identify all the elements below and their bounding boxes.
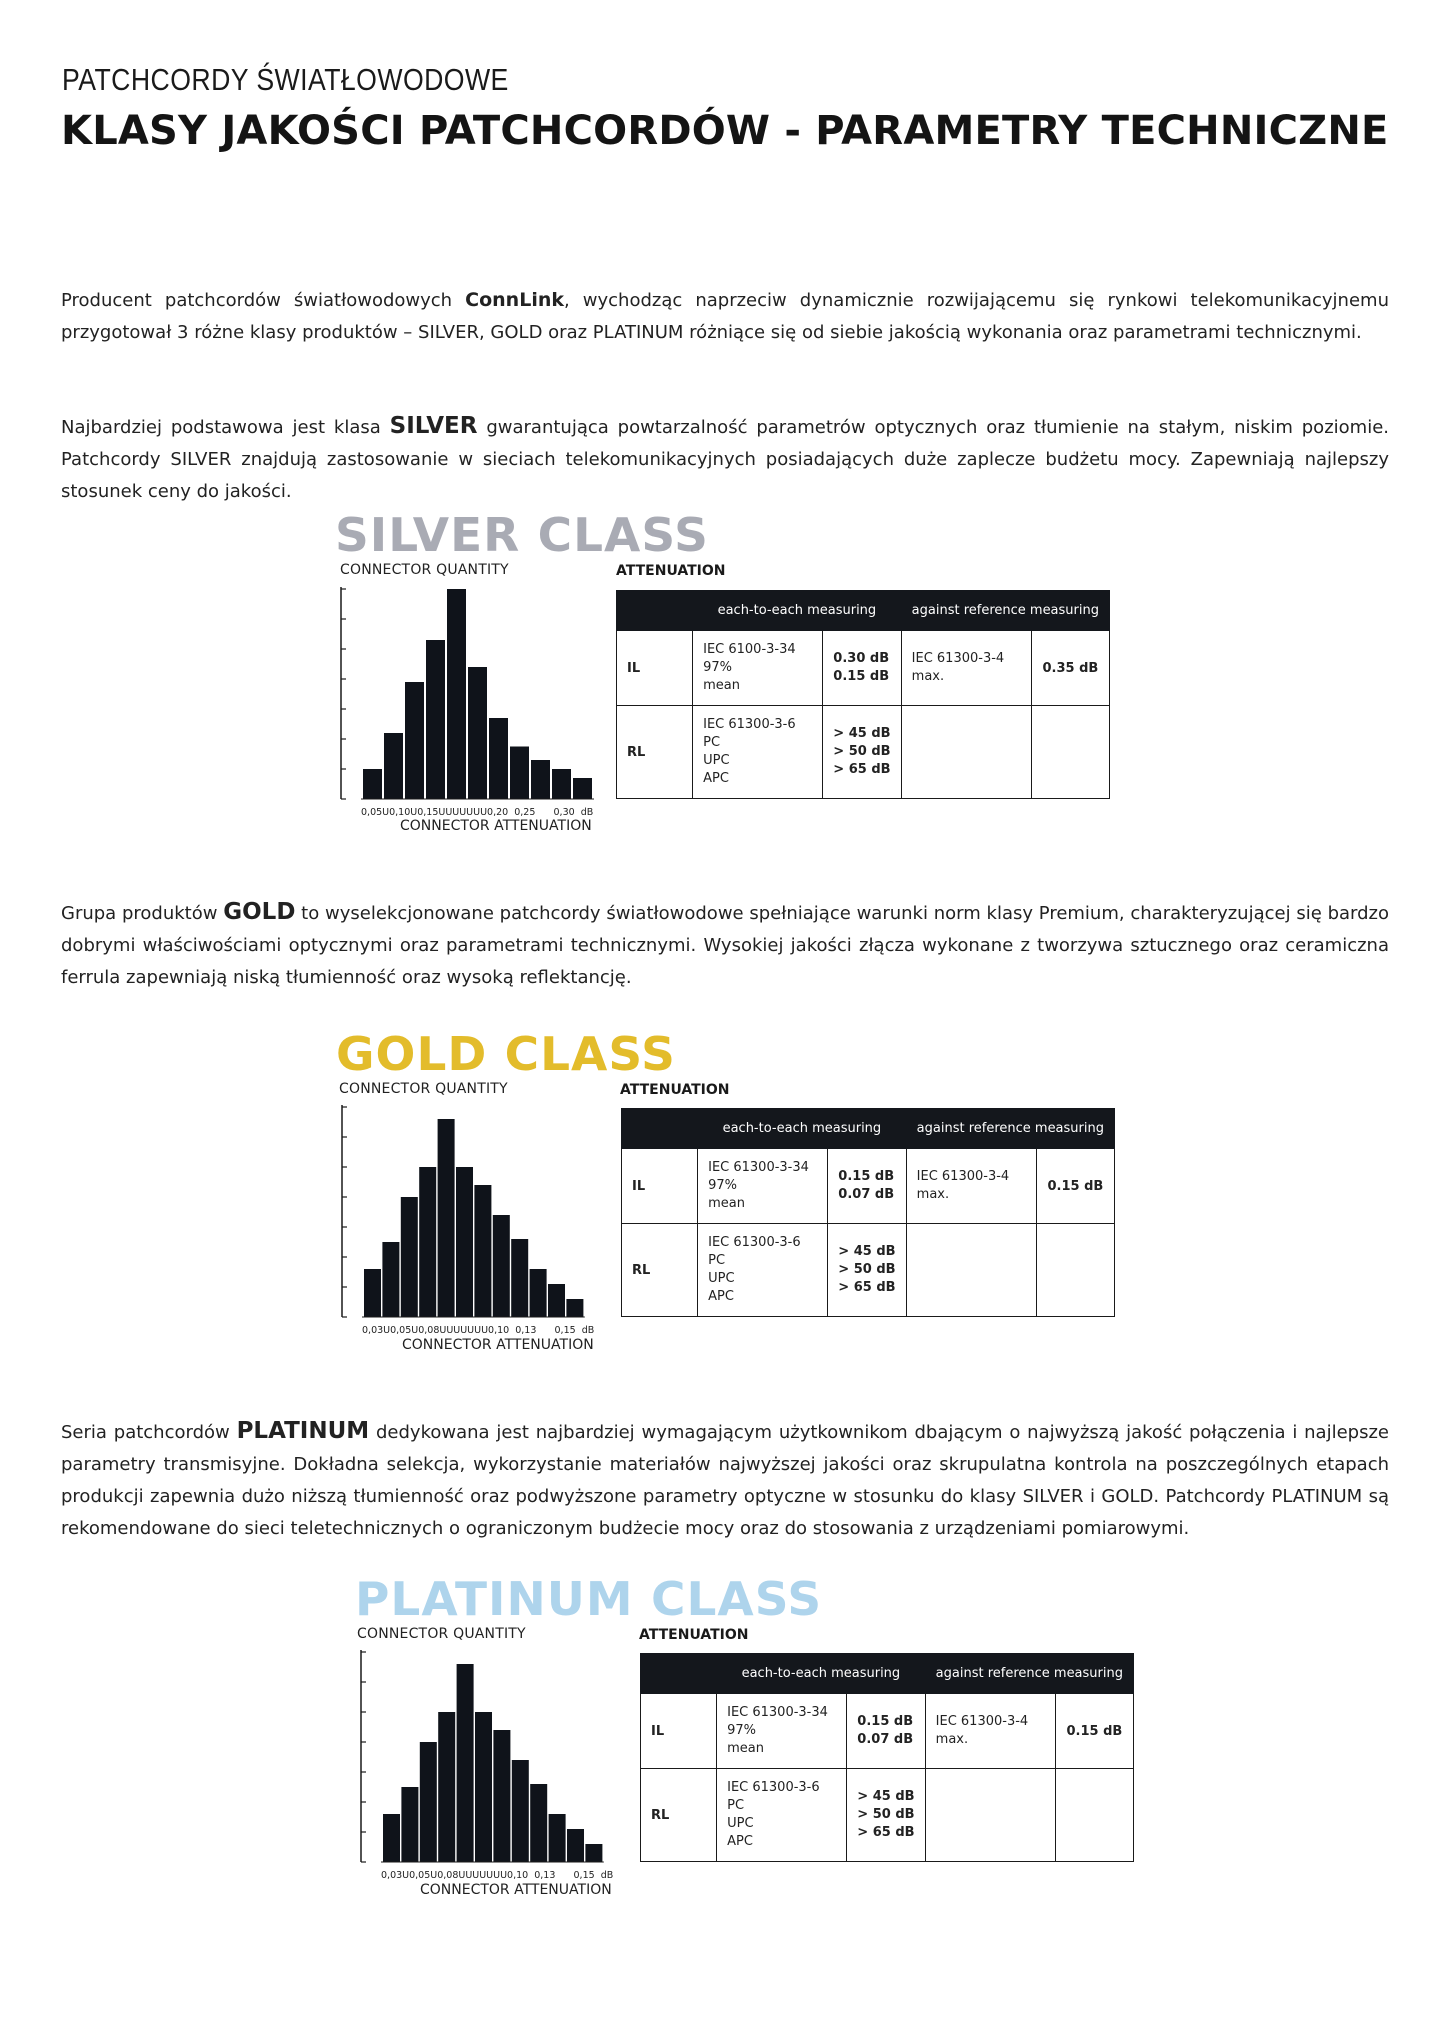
page-supertitle: PATCHCORDY ŚWIATŁOWODOWE (62, 62, 509, 97)
il-standard-cell (717, 1694, 847, 1769)
intro-text-pre: Producent patchcordów światłowodowych (61, 290, 466, 311)
rl-value-pc: > 45 dB (833, 726, 891, 741)
platinum-paragraph (61, 1415, 1389, 1545)
header-empty-cell (617, 591, 693, 631)
table-row-il (641, 1694, 1134, 1769)
platinum-name: PLATINUM (236, 1418, 370, 1444)
histogram-bar (383, 1814, 400, 1862)
il-standard: IEC 61300-3-34 (727, 1705, 828, 1720)
table-row-rl (622, 1224, 1115, 1317)
platinum-connector-attenuation-label: CONNECTOR ATTENUATION (420, 1882, 612, 1898)
il-percent: 97% (708, 1178, 738, 1193)
platinum-attenuation-table (640, 1653, 1134, 1862)
rl-value-upc: > 50 dB (838, 1262, 896, 1277)
il-value-max: 0.15 dB (838, 1169, 895, 1184)
histogram-bar (489, 718, 508, 799)
silver-attenuation-label: ATTENUATION (616, 563, 726, 579)
histogram-bar (566, 1299, 583, 1317)
gold-attenuation-label: ATTENUATION (620, 1082, 730, 1098)
header-against-reference: against reference measuring (901, 591, 1109, 631)
rl-upc: UPC (703, 753, 730, 768)
rl-standard-cell (693, 706, 823, 799)
histogram-bar (493, 1215, 510, 1317)
gold-class-block (336, 1027, 1116, 1361)
intro-paragraph (61, 284, 1389, 349)
il-values-cell (823, 631, 901, 706)
row-label-rl: RL (641, 1769, 717, 1862)
intro-text-post: , wychodząc naprzeciw dynamicznie rozwijającemu się rynkowi telekomunikacyjnemu przygotował 3 różne klasy produktów – SILVER, GOLD oraz PLATINUM różniące się od siebie jakością wykonania oraz parametrami technicznymi. (61, 290, 1389, 343)
il-reference-cell (906, 1149, 1036, 1224)
histogram-bar (419, 1167, 436, 1317)
table-header-row (641, 1654, 1134, 1694)
il-ref-max: max. (911, 669, 945, 684)
il-standard: IEC 6100-3-34 (703, 642, 796, 657)
rl-values-cell (823, 706, 901, 799)
gold-text-post: to wyselekcjonowane patchcordy światłowodowe spełniające warunki norm klasy Premium, charakteryzującej się bardzo dobrymi właściwościami optycznymi oraz parametrami technicznymi. Wysokiej jakości złącza wykonane z tworzywa sztucznego oraz ceramiczna ferrula zapewniają niską tłumienność oraz wysoką reflektancję. (61, 903, 1389, 988)
rl-standard: IEC 61300-3-6 (727, 1780, 820, 1795)
gold-text-pre: Grupa produktów (61, 903, 224, 924)
histogram-bar (512, 1760, 529, 1862)
silver-class-block (335, 508, 1115, 842)
histogram-bar (493, 1730, 510, 1862)
histogram-bar (573, 778, 592, 799)
histogram-bar (474, 1185, 491, 1317)
page-title: KLASY JAKOŚCI PATCHCORDÓW - PARAMETRY TECHNICZNE (61, 108, 1389, 154)
il-reference-value: 0.35 dB (1031, 631, 1109, 706)
rl-value-apc: > 65 dB (857, 1825, 915, 1840)
rl-value-upc: > 50 dB (857, 1807, 915, 1822)
platinum-class-block (355, 1572, 1135, 1906)
rl-reference-value-empty (1031, 706, 1109, 799)
silver-text-post: gwarantująca powtarzalność parametrów optycznych oraz tłumienie na stałym, niskim poziomie. Patchcordy SILVER znajdują zastosowanie w sieciach telekomunikacyjnych posiadających duże zaplecze budżetu mocy. Zapewniają najlepszy stosunek ceny do jakości. (61, 417, 1389, 502)
rl-standard: IEC 61300-3-6 (703, 717, 796, 732)
row-label-rl: RL (617, 706, 693, 799)
brand-name: ConnLink (465, 289, 564, 311)
x-tick-labels: 0,03U0,05U0,08UUUUUUU0,10 0,13 0,15 dB (381, 1870, 614, 1881)
header-empty-cell (622, 1109, 698, 1149)
table-row-il (622, 1149, 1115, 1224)
il-ref-max: max. (935, 1732, 969, 1747)
rl-value-upc: > 50 dB (833, 744, 891, 759)
rl-upc: UPC (727, 1816, 754, 1831)
header-each-to-each: each-to-each measuring (698, 1109, 907, 1149)
il-reference-value: 0.15 dB (1036, 1149, 1114, 1224)
il-value-mean: 0.15 dB (833, 669, 890, 684)
histogram-bar (552, 769, 571, 799)
platinum-text-pre: Seria patchcordów (61, 1422, 237, 1443)
il-percent: 97% (727, 1723, 757, 1738)
il-ref-standard: IEC 61300-3-4 (911, 651, 1005, 666)
histogram-bar (426, 640, 445, 799)
histogram-bar (382, 1242, 399, 1317)
silver-name: SILVER (389, 413, 478, 439)
rl-pc: PC (727, 1798, 745, 1813)
silver-connector-attenuation-label: CONNECTOR ATTENUATION (400, 818, 592, 834)
silver-paragraph (61, 410, 1389, 508)
il-reference-cell (901, 631, 1031, 706)
histogram-bar (420, 1742, 437, 1862)
rl-reference-value-empty (1036, 1224, 1114, 1317)
gold-class-title: GOLD CLASS (336, 1027, 676, 1081)
x-tick-labels: 0,05U0,10U0,15UUUUUUU0,20 0,25 0,30 dB (361, 807, 594, 818)
rl-reference-value-empty (1055, 1769, 1133, 1862)
il-percent: 97% (703, 660, 733, 675)
histogram-bar (510, 747, 529, 800)
histogram-bar (401, 1787, 418, 1862)
histogram-bar (401, 1197, 418, 1317)
histogram-bar (530, 1269, 547, 1317)
histogram-bar (457, 1664, 474, 1862)
row-label-rl: RL (622, 1224, 698, 1317)
il-value-max: 0.30 dB (833, 651, 890, 666)
histogram-bar (384, 733, 403, 799)
silver-histogram (335, 587, 594, 827)
histogram-bar (531, 760, 550, 799)
il-mean: mean (727, 1741, 764, 1756)
il-ref-max: max. (916, 1187, 950, 1202)
rl-pc: PC (703, 735, 721, 750)
row-label-il: IL (617, 631, 693, 706)
histogram-bar (475, 1712, 492, 1862)
rl-values-cell (828, 1224, 906, 1317)
table-row-il (617, 631, 1110, 706)
silver-text-pre: Najbardziej podstawowa jest klasa (61, 417, 390, 438)
il-values-cell (828, 1149, 906, 1224)
il-value-mean: 0.07 dB (838, 1187, 895, 1202)
il-value-max: 0.15 dB (857, 1714, 914, 1729)
il-standard-cell (698, 1149, 828, 1224)
table-row-rl (641, 1769, 1134, 1862)
histogram-bar (585, 1844, 602, 1862)
header-against-reference: against reference measuring (906, 1109, 1114, 1149)
row-label-il: IL (622, 1149, 698, 1224)
histogram-bar (548, 1284, 565, 1317)
rl-value-apc: > 65 dB (833, 762, 891, 777)
histogram-bar (405, 682, 424, 799)
rl-reference-empty (925, 1769, 1055, 1862)
histogram-bar (363, 769, 382, 799)
rl-upc: UPC (708, 1271, 735, 1286)
rl-reference-empty (901, 706, 1031, 799)
il-values-cell (847, 1694, 925, 1769)
gold-attenuation-table (621, 1108, 1115, 1317)
histogram-bar (438, 1712, 455, 1862)
header-empty-cell (641, 1654, 717, 1694)
header-each-to-each: each-to-each measuring (717, 1654, 926, 1694)
rl-value-pc: > 45 dB (838, 1244, 896, 1259)
rl-standard-cell (698, 1224, 828, 1317)
rl-pc: PC (708, 1253, 726, 1268)
histogram-bar (456, 1167, 473, 1317)
table-row-rl (617, 706, 1110, 799)
histogram-bar (530, 1784, 547, 1862)
gold-paragraph (61, 896, 1389, 994)
rl-apc: APC (708, 1289, 734, 1304)
rl-apc: APC (727, 1834, 753, 1849)
gold-connector-quantity-label: CONNECTOR QUANTITY (339, 1081, 508, 1097)
header-each-to-each: each-to-each measuring (693, 591, 902, 631)
table-header-row (622, 1109, 1115, 1149)
histogram-bar (438, 1119, 455, 1317)
histogram-bar (567, 1829, 584, 1862)
il-ref-standard: IEC 61300-3-4 (916, 1169, 1010, 1184)
il-mean: mean (703, 678, 740, 693)
rl-standard-cell (717, 1769, 847, 1862)
rl-standard: IEC 61300-3-6 (708, 1235, 801, 1250)
row-label-il: IL (641, 1694, 717, 1769)
gold-connector-attenuation-label: CONNECTOR ATTENUATION (402, 1337, 594, 1353)
platinum-text-post: dedykowana jest najbardziej wymagającym użytkownikom dbającym o najwyższą jakość połączenia i najlepsze parametry transmisyjne. Dokładna selekcja, wykorzystanie materiałów najwyższej jakości oraz skrupulatna kontrola na poszczególnych etapach produkcji zapewnia dużo niższą tłumienność oraz podwyższone parametry optyczne w stosunku do klasy SILVER i GOLD. Patchcordy PLATINUM są rekomendowane do sieci teletechnicznych o ograniczonym budżecie mocy oraz do stosowania z urządzeniami pomiarowymi. (61, 1422, 1389, 1539)
il-standard-cell (693, 631, 823, 706)
il-mean: mean (708, 1196, 745, 1211)
header-against-reference: against reference measuring (925, 1654, 1133, 1694)
rl-reference-empty (906, 1224, 1036, 1317)
il-value-mean: 0.07 dB (857, 1732, 914, 1747)
il-standard: IEC 61300-3-34 (708, 1160, 809, 1175)
rl-value-apc: > 65 dB (838, 1280, 896, 1295)
platinum-attenuation-label: ATTENUATION (639, 1627, 749, 1643)
gold-name: GOLD (223, 899, 296, 925)
histogram-bar (549, 1814, 566, 1862)
histogram-bar (511, 1239, 528, 1317)
platinum-connector-quantity-label: CONNECTOR QUANTITY (357, 1626, 526, 1642)
histogram-bar (364, 1269, 381, 1317)
silver-class-title: SILVER CLASS (335, 508, 709, 562)
x-tick-labels: 0,03U0,05U0,08UUUUUUU0,10 0,13 0,15 dB (362, 1325, 595, 1336)
histogram-bar (468, 667, 487, 799)
il-reference-cell (925, 1694, 1055, 1769)
histogram-bar (447, 589, 466, 799)
table-header-row (617, 591, 1110, 631)
silver-connector-quantity-label: CONNECTOR QUANTITY (340, 562, 509, 578)
il-reference-value: 0.15 dB (1055, 1694, 1133, 1769)
il-ref-standard: IEC 61300-3-4 (935, 1714, 1029, 1729)
rl-value-pc: > 45 dB (857, 1789, 915, 1804)
silver-attenuation-table (616, 590, 1110, 799)
rl-apc: APC (703, 771, 729, 786)
platinum-class-title: PLATINUM CLASS (355, 1572, 823, 1626)
rl-values-cell (847, 1769, 925, 1862)
